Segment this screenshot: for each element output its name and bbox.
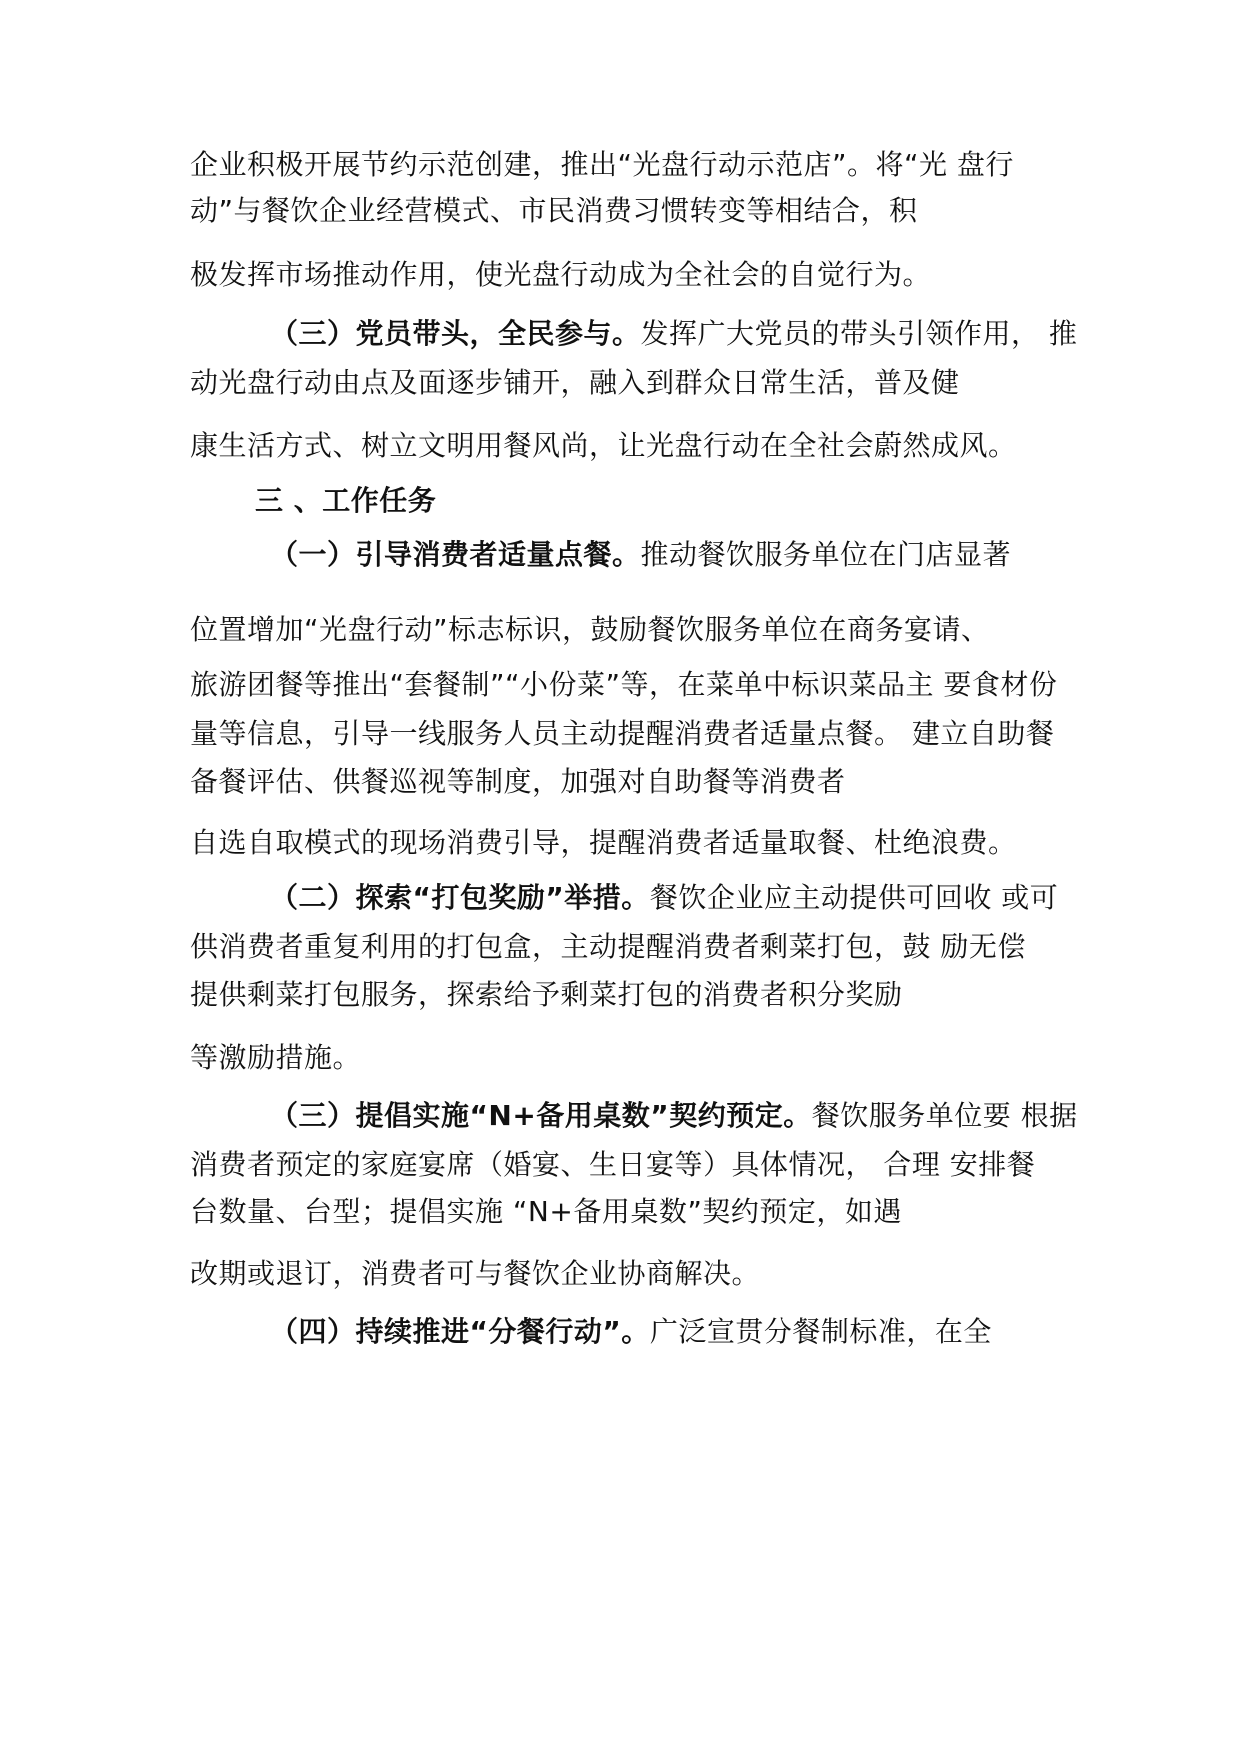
body-line: 企业积极开展节约示范创建，推出“光盘行动示范店”。将“光 盘行 [190,148,1014,181]
subsection-paragraph: （二）探索“打包奖励”举措。餐饮企业应主动提供可回收 或可 [270,881,1059,914]
subsection-paragraph: （四）持续推进“分餐行动”。广泛宣贯分餐制标准，在全 [270,1315,992,1348]
body-line: 极发挥市场推动作用，使光盘行动成为全社会的自觉行为。 [190,258,932,291]
body-line: 提供剩菜打包服务，探索给予剩菜打包的消费者积分奖励 [190,978,903,1011]
subsection-paragraph: （一）引导消费者适量点餐。推动餐饮服务单位在门店显著 [270,538,1012,571]
body-line: 备餐评估、供餐巡视等制度，加强对自助餐等消费者 [190,765,846,798]
subsection-heading: （三）党员带头，全民参与。 [270,317,641,350]
subsection-heading: （二）探索“打包奖励”举措。 [270,881,650,914]
subsection-paragraph: （三）党员带头，全民参与。发挥广大党员的带头引领作用， 推 [270,317,1078,350]
body-line: 供消费者重复利用的打包盒，主动提醒消费者剩菜打包，鼓 励无偿 [190,930,1026,963]
body-line: 康生活方式、树立文明用餐风尚，让光盘行动在全社会蔚然成风。 [190,429,1017,462]
subsection-heading: （四）持续推进“分餐行动”。 [270,1315,650,1348]
subsection-paragraph: （三）提倡实施“N+备用桌数”契约预定。餐饮服务单位要 根据 [270,1099,1078,1132]
subsection-heading: （三）提倡实施“N+备用桌数”契约预定。 [270,1099,812,1132]
body-line: 自选自取模式的现场消费引导，提醒消费者适量取餐、杜绝浪费。 [190,826,1017,859]
body-line: 旅游团餐等推出“套餐制”“小份菜”等，在菜单中标识菜品主 要食材份 [190,668,1058,701]
section-heading: 三 、工作任务 [255,484,437,517]
body-line: 动光盘行动由点及面逐步铺开，融入到群众日常生活，普及健 [190,366,960,399]
body-line: 位置增加“光盘行动”标志标识，鼓励餐饮服务单位在商务宴请、 [190,613,990,646]
subsection-heading: （一）引导消费者适量点餐。 [270,538,641,571]
body-line: 动”与餐饮企业经营模式、市民消费习惯转变等相结合，积 [190,194,918,227]
body-line: 台数量、台型；提倡实施 “N+备用桌数”契约预定，如遇 [190,1195,902,1228]
body-line: 量等信息，引导一线服务人员主动提醒消费者适量点餐。 建立自助餐 [190,717,1055,750]
body-line: 等激励措施。 [190,1041,362,1074]
body-line: 消费者预定的家庭宴席（婚宴、生日宴等）具体情况， 合理 安排餐 [190,1148,1036,1181]
body-line: 改期或退订，消费者可与餐饮企业协商解决。 [190,1257,761,1290]
